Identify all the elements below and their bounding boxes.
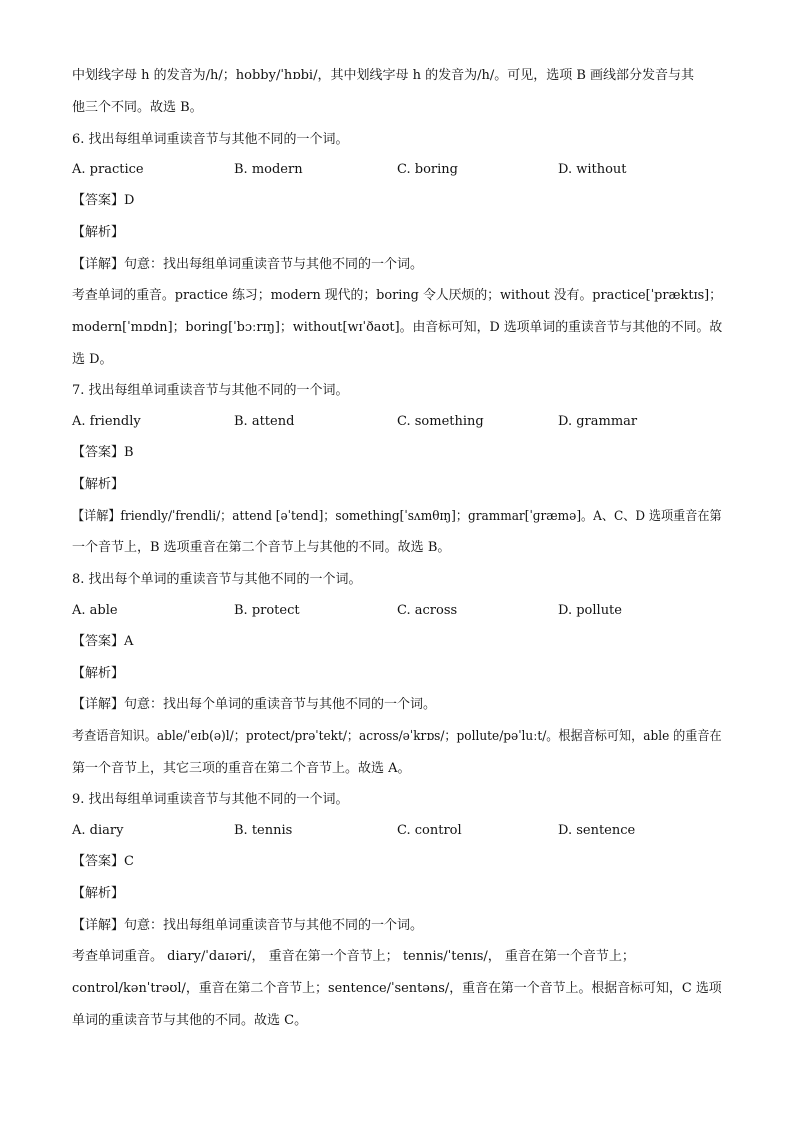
q8-analysis-heading: 【解析】 xyxy=(72,666,125,681)
q8-detail-line: 【详解】句意：找出每个单词的重读音节与其他不同的一个词。 xyxy=(72,697,437,712)
q9-option-d: D. sentence xyxy=(558,823,636,838)
q6-detail-line: 考查单词的重音。practice 练习；modern 现代的；boring 令人厌烦的；without 没有。practice[ˈpræktɪs]； xyxy=(72,288,723,303)
q9-option-a: A. diary xyxy=(72,823,124,838)
q9-detail-line: 单词的重读音节与其他的不同。故选 C。 xyxy=(72,1013,308,1028)
q9-detail-line: 【详解】句意：找出每组单词重读音节与其他不同的一个词。 xyxy=(72,918,424,933)
q8-option-d: D. pollute xyxy=(558,603,622,618)
q7-option-b: B. attend xyxy=(234,414,295,429)
q9-detail-line: control/kənˈtrəʊl/，重音在第二个音节上；sentence/ˈsentəns/，重音在第一个音节上。根据音标可知，C 选项 xyxy=(72,981,722,996)
question-8-stem: 8. 找出每个单词的重读音节与其他不同的一个词。 xyxy=(72,572,362,587)
q6-detail-line: 【详解】句意：找出每组单词重读音节与其他不同的一个词。 xyxy=(72,257,424,272)
q9-option-c: C. control xyxy=(397,823,462,838)
q8-answer: 【答案】A xyxy=(72,634,134,649)
q6-detail-line: modern[ˈmɒdn]；boring[ˈbɔːrɪŋ]；without[wɪˈðaʊt]。由音标可知，D 选项单词的重读音节与其他的不同。故 xyxy=(72,320,723,335)
q6-detail-line: 选 D。 xyxy=(72,352,113,367)
q9-analysis-heading: 【解析】 xyxy=(72,886,125,901)
q7-answer: 【答案】B xyxy=(72,445,134,460)
q6-option-c: C. boring xyxy=(397,162,458,177)
q6-option-d: D. without xyxy=(558,162,627,177)
q6-option-b: B. modern xyxy=(234,162,303,177)
q8-option-b: B. protect xyxy=(234,603,300,618)
question-6-stem: 6. 找出每组单词重读音节与其他不同的一个词。 xyxy=(72,132,349,147)
q8-detail-line: 考查语音知识。able/ˈeɪb(ə)l/；protect/prəˈtekt/；across/əˈkrɒs/；pollute/pəˈluːt/。根据音标可知，able 的重音在 xyxy=(72,729,722,744)
q8-option-c: C. across xyxy=(397,603,458,618)
q7-detail-line: 一个音节上，B 选项重音在第二个音节上与其他的不同。故选 B。 xyxy=(72,540,451,555)
question-7-stem: 7. 找出每组单词重读音节与其他不同的一个词。 xyxy=(72,383,349,398)
q8-option-a: A. able xyxy=(72,603,118,618)
q7-option-d: D. grammar xyxy=(558,414,638,429)
q7-detail-line: 【详解】friendly/ˈfrendli/；attend [əˈtend]；something[ˈsʌmθɪŋ]；grammar[ˈɡræmə]。A、C、D 选项重音在第 xyxy=(72,509,722,524)
q9-option-b: B. tennis xyxy=(234,823,293,838)
q6-answer: 【答案】D xyxy=(72,193,135,208)
question-9-stem: 9. 找出每组单词重读音节与其他不同的一个词。 xyxy=(72,792,349,807)
text-line: 中划线字母 h 的发音为/h/；hobby/ˈhɒbi/，其中划线字母 h 的发音为/h/。可见，选项 B 画线部分发音与其 xyxy=(72,68,695,83)
q6-analysis-heading: 【解析】 xyxy=(72,225,125,240)
q9-answer: 【答案】C xyxy=(72,854,134,869)
q7-analysis-heading: 【解析】 xyxy=(72,477,125,492)
q7-option-c: C. something xyxy=(397,414,484,429)
q9-detail-line: 考查单词重音。 diary/ˈdaɪəri/， 重音在第一个音节上； tennis/ˈtenɪs/， 重音在第一个音节上； xyxy=(72,949,635,964)
q8-detail-line: 第一个音节上，其它三项的重音在第二个音节上。故选 A。 xyxy=(72,761,411,776)
text-line: 他三个不同。故选 B。 xyxy=(72,100,203,115)
q7-option-a: A. friendly xyxy=(72,414,141,429)
q6-option-a: A. practice xyxy=(72,162,144,177)
